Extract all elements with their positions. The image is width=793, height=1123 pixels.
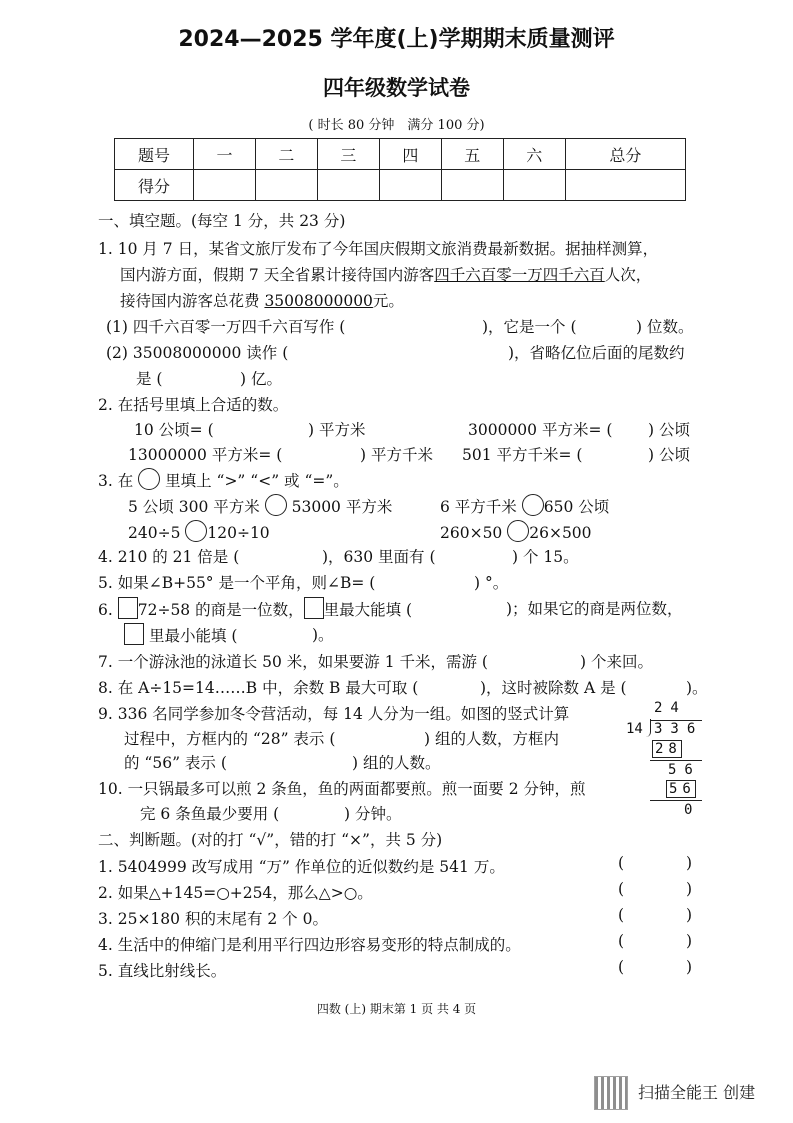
text: 72÷58 的商是一位数，: [137, 601, 304, 619]
circle-blank[interactable]: [185, 520, 207, 542]
answer-paren[interactable]: ( ): [618, 932, 693, 950]
division-remainder-56: 56: [668, 762, 701, 778]
score-cell: 题号: [115, 139, 194, 170]
q2-a2: ) 平方米: [308, 421, 366, 439]
q1-sub2-b: )，省略亿位后面的尾数约: [508, 344, 685, 362]
judge-item-2: 2. 如果△+145=○+254，那么△>○。: [98, 884, 373, 902]
q2-d2: ) 公顷: [648, 446, 690, 464]
division-divisor: 14: [626, 721, 643, 737]
q7-a: 7. 一个游泳池的泳道长 50 米，如果要游 1 千米，需游 (: [98, 653, 488, 671]
text: 6.: [98, 601, 113, 619]
q3-c: [128, 520, 270, 542]
q6-line2: [124, 623, 237, 646]
score-blank[interactable]: [317, 170, 379, 201]
score-table-score-row: [115, 170, 686, 201]
text: 里最大能填 (: [323, 601, 413, 619]
text: 650 公顷: [543, 498, 610, 516]
q1-sub2-c: 是 (: [136, 370, 163, 388]
answer-paren[interactable]: ( ): [618, 854, 693, 872]
q6-line1: [98, 597, 412, 620]
score-cell: 得分: [115, 170, 194, 201]
q1-sub1-c: ) 位数。: [636, 318, 694, 336]
page-footer: 四数 (上) 期末第 1 页 共 4 页: [316, 1002, 477, 1016]
q1-line2: [120, 263, 651, 285]
division-final-remainder: 0: [684, 802, 693, 818]
circle-blank[interactable]: [138, 468, 160, 490]
q3-text: [98, 468, 349, 491]
score-blank[interactable]: [565, 170, 685, 201]
q4-a: 4. 210 的 21 倍是 (: [98, 548, 240, 566]
circle-blank[interactable]: [507, 520, 529, 542]
q8-a: 8. 在 A÷15=14……B 中，余数 B 最大可取 (: [98, 679, 419, 697]
score-cell: 一: [194, 139, 256, 170]
text: 240÷5: [128, 524, 181, 542]
score-table: [114, 138, 686, 201]
q4-c: ) 个 15。: [512, 548, 579, 566]
text: 26×500: [529, 524, 592, 542]
division-boxed-56: 56: [666, 780, 696, 798]
judge-item-5: 5. 直线比射线长。: [98, 962, 227, 980]
score-blank[interactable]: [194, 170, 256, 201]
section2-heading: 二、判断题。(对的打 “√”，错的打 “×”，共 5 分): [98, 831, 443, 849]
q1-sub2: (2) 35008000000 读作 (: [106, 344, 289, 362]
q1-line1: 1. 10 月 7 日，某省文旅厅发布了今年国庆假期文旅消费最新数据。据抽样测算，: [98, 240, 659, 258]
q7-b: ) 个来回。: [580, 653, 653, 671]
q10-line2a: 完 6 条鱼最少要用 (: [140, 805, 280, 823]
q6-c: )；如果它的商是两位数，: [506, 600, 683, 618]
text: 里填上 “>” “<” 或 “=”。: [165, 472, 349, 490]
division-quotient: 24: [654, 700, 687, 716]
q9-line3a: 的 “56” 表示 (: [124, 754, 227, 772]
q9-line1: 9. 336 名同学参加冬令营活动，每 14 人分为一组。如图的竖式计算: [98, 705, 570, 723]
answer-paren[interactable]: ( ): [618, 880, 693, 898]
circle-blank[interactable]: [522, 494, 544, 516]
text: 120÷10: [207, 524, 270, 542]
division-bracket: [646, 719, 651, 737]
score-blank[interactable]: [379, 170, 441, 201]
q3-d: [440, 520, 592, 542]
text: 国内游方面，假期 7 天全省累计接待国内游客: [120, 266, 435, 284]
score-cell: 五: [441, 139, 503, 170]
q2-c1: 13000000 平方米= (: [128, 446, 283, 464]
exam-title: 2024—2025 学年度(上)学期期末质量测评: [178, 27, 615, 52]
text: 3. 在: [98, 472, 134, 490]
scanner-watermark: 扫描全能王 创建: [638, 1083, 756, 1102]
q9-line2b: ) 组的人数，方框内: [424, 730, 559, 748]
text: 260×50: [440, 524, 503, 542]
text: 6 平方千米: [440, 498, 517, 516]
q5-b: ) °。: [474, 574, 509, 592]
q1-sub2-d: ) 亿。: [240, 370, 282, 388]
q3-b: [440, 494, 609, 517]
q2-c2: ) 平方千米: [360, 446, 433, 464]
circle-blank[interactable]: [265, 494, 287, 516]
text: 元。: [372, 292, 404, 310]
exam-subtitle: 四年级数学试卷: [323, 76, 470, 100]
q2-b1: 3000000 平方米= (: [468, 421, 613, 439]
answer-paren[interactable]: ( ): [618, 958, 693, 976]
underlined-number: 四千六百零一万四千六百: [434, 266, 605, 284]
text: 5 公顷 300 平方米: [128, 498, 260, 516]
q10-line1: 10. 一只锅最多可以煎 2 条鱼，鱼的两面都要煎。煎一面要 2 分钟，煎: [98, 780, 586, 798]
q2-d1: 501 平方千米= (: [462, 446, 583, 464]
score-blank[interactable]: [255, 170, 317, 201]
score-blank[interactable]: [503, 170, 565, 201]
q2-a1: 10 公顷= (: [134, 421, 214, 439]
judge-item-3: 3. 25×180 积的末尾有 2 个 0。: [98, 910, 328, 928]
exam-info: ( 时长 80 分钟 满分 100 分): [308, 118, 485, 133]
box-blank[interactable]: [118, 597, 138, 619]
answer-paren[interactable]: ( ): [618, 906, 693, 924]
q1-line3: [120, 289, 404, 311]
division-dividend: 336: [654, 721, 704, 737]
q1-sub1-b: )，它是一个 (: [482, 318, 577, 336]
q9-line3b: ) 组的人数。: [352, 754, 441, 772]
q6-e: )。: [312, 626, 334, 644]
score-cell: 四: [379, 139, 441, 170]
text: 接待国内游客总花费: [120, 292, 265, 310]
judge-item-4: 4. 生活中的伸缩门是利用平行四边形容易变形的特点制成的。: [98, 936, 521, 954]
text: 人次，: [604, 266, 652, 284]
score-cell: 六: [503, 139, 565, 170]
score-blank[interactable]: [441, 170, 503, 201]
division-line: [650, 760, 702, 761]
score-cell: 总分: [565, 139, 685, 170]
q8-c: )。: [686, 679, 708, 697]
q1-sub1: (1) 四千六百零一万四千六百写作 (: [106, 318, 346, 336]
q10-line2b: ) 分钟。: [344, 805, 402, 823]
q8-b: )，这时被除数 A 是 (: [480, 679, 627, 697]
box-blank[interactable]: [124, 623, 144, 645]
division-line: [650, 800, 702, 801]
q2-b2: ) 公顷: [648, 421, 690, 439]
scanner-logo-icon: [594, 1076, 628, 1110]
division-boxed-28: 28: [652, 740, 682, 758]
underlined-number: 35008000000: [264, 292, 373, 310]
score-cell: 二: [255, 139, 317, 170]
q5-a: 5. 如果∠B+55° 是一个平角，则∠B= (: [98, 574, 376, 592]
q4-b: )，630 里面有 (: [322, 548, 436, 566]
q9-line2a: 过程中，方框内的 “28” 表示 (: [124, 730, 336, 748]
text: 里最小能填 (: [148, 627, 238, 645]
long-division-figure: [620, 700, 710, 820]
text: 53000 平方米: [291, 498, 393, 516]
judge-item-1: 1. 5404999 改写成用 “万” 作单位的近似数约是 541 万。: [98, 858, 505, 876]
q3-a: [128, 494, 392, 517]
score-cell: 三: [317, 139, 379, 170]
score-table-header-row: [115, 139, 686, 170]
box-blank[interactable]: [304, 597, 324, 619]
section1-heading: 一、填空题。(每空 1 分，共 23 分): [98, 212, 346, 230]
q2-text: 2. 在括号里填上合适的数。: [98, 396, 289, 414]
